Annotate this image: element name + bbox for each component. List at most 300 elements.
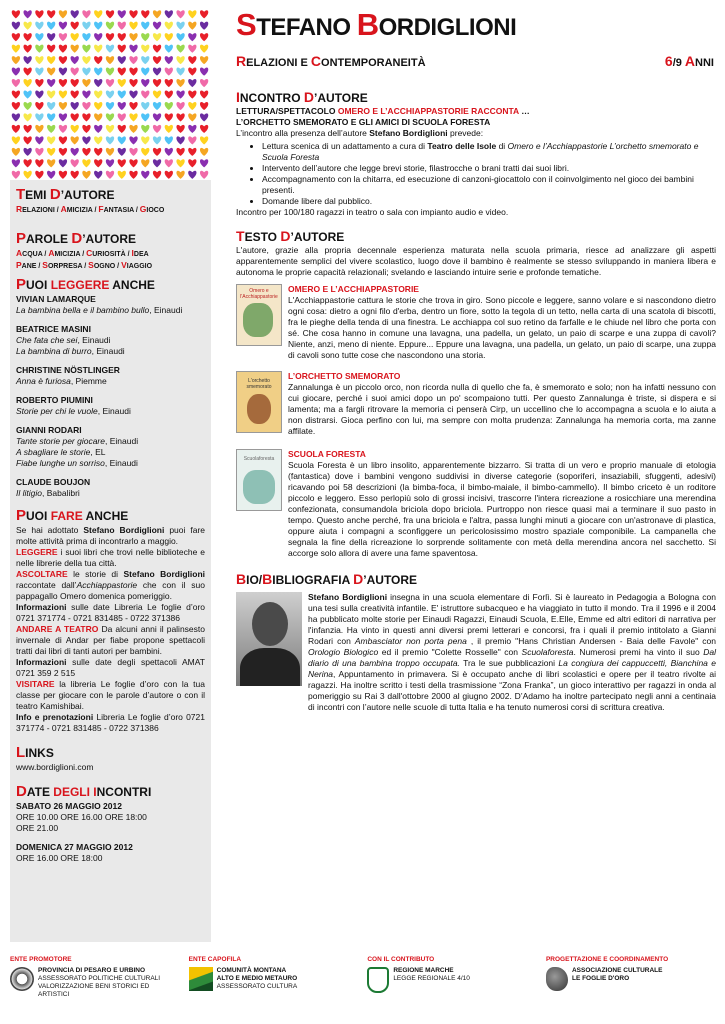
word-rest: IAGGIO bbox=[126, 263, 153, 270]
heart-shape bbox=[118, 22, 126, 30]
heart-shape bbox=[141, 102, 149, 110]
heart-shape bbox=[71, 136, 79, 144]
heart-shape bbox=[176, 56, 184, 64]
heart-shape bbox=[82, 125, 90, 133]
bio-text: Stefano Bordiglioni insegna in una scuola elementare di Forlì. Si è laureato in Pedagogia a Bologna con una tesi sulla creatività infantile. E' istruttore subacqueo e ha viaggiato in tutto il mondo. Tra il 1996 e il 2004 ha pubblicato molte storie per Einaudi Ragazzi, Einaudi Scuola, E.Elle, Emme ed altri editori di narrativa per l'infanzia. Ha vinto in questi anni diversi premi letterari e concorsi, fra i quali il premio intitolato a Gianni Rodari con Ambasciator non porta pena , il premio "Hans Christian Andersen - Baia delle Favole" con Orologio Biologico ed il premio "Colette Rosselle" con Scuolaforesta. Numerosi premi ha vinto il suo Dal diario di una bambina troppo occupata. Tra le sue pubblicazioni La congiura dei cappuccetti, Bianchina e Nerina, Appuntamento in primavera. Si è occupato anche di libri scolastici e opere per il teatro rivolte ai ragazzi. Ha inoltre scritto i testi della trasmissione “Zona Franka”, un gioco interattivo per ragazzi in onda al pomeriggio su Rai 3 dall'ottobre 2000 al giugno 2002. D’Adamo ha inoltre partecipato negli anni a centinaia di incontri con l’autore nelle scuole di tutta Italia e ha tenuto numerosi corsi di scrittura creativa. bbox=[308, 592, 717, 712]
heart-shape bbox=[176, 159, 184, 167]
fare-paragraph: VISITARE la libreria Le foglie d’oro con la tua classe per giocare con le parole d’autore o con il teatro Kamishibai. bbox=[16, 679, 205, 711]
heart-shape bbox=[141, 79, 149, 87]
heart-shape bbox=[12, 171, 20, 179]
heart-shape bbox=[153, 56, 161, 64]
heart-shape bbox=[141, 148, 149, 156]
bio-heading: BIO/BIBLIOGRAFIA D’AUTORE bbox=[236, 571, 418, 587]
heart-shape bbox=[118, 102, 126, 110]
fare-text bbox=[16, 525, 205, 734]
heart-shape bbox=[23, 148, 31, 156]
heart-shape bbox=[94, 102, 102, 110]
heart-shape bbox=[176, 102, 184, 110]
heart-shape bbox=[141, 68, 149, 76]
region-crest-icon bbox=[367, 967, 389, 993]
heart-shape bbox=[200, 102, 208, 110]
website-link[interactable]: www.bordiglioni.com bbox=[16, 762, 94, 772]
heart-shape bbox=[176, 148, 184, 156]
heart-shape bbox=[82, 68, 90, 76]
heart-shape bbox=[153, 10, 161, 18]
fare-paragraph: LEGGERE i suoi libri che trovi nelle biblioteche e nelle librerie della tua città. bbox=[16, 547, 205, 568]
heart-shape bbox=[153, 68, 161, 76]
fare-paragraph: Informazioni sulle date degli spettacoli AMAT 0721 359 2 515 bbox=[16, 657, 205, 678]
leaves-logo-icon bbox=[546, 967, 568, 991]
date-block bbox=[16, 801, 205, 864]
heart-shape bbox=[129, 10, 137, 18]
heart-shape bbox=[153, 148, 161, 156]
heart-shape bbox=[188, 10, 196, 18]
authors-list bbox=[16, 294, 205, 499]
heart-shape bbox=[200, 45, 208, 53]
heart-shape bbox=[106, 171, 114, 179]
heart-shape bbox=[200, 33, 208, 41]
heart-shape bbox=[165, 10, 173, 18]
heart-shape bbox=[200, 56, 208, 64]
heart-shape bbox=[94, 136, 102, 144]
author-entry bbox=[16, 395, 205, 417]
heart-shape bbox=[165, 68, 173, 76]
heart-shape bbox=[141, 56, 149, 64]
word-rest: ELAZIONI / bbox=[22, 207, 61, 214]
heart-shape bbox=[106, 102, 114, 110]
heart-shape bbox=[129, 148, 137, 156]
heart-shape bbox=[188, 22, 196, 30]
heart-shape bbox=[141, 113, 149, 121]
heart-shape bbox=[23, 90, 31, 98]
author-name: ROBERTO PIUMINI bbox=[16, 395, 93, 405]
heart-shape bbox=[82, 113, 90, 121]
heart-shape bbox=[12, 136, 20, 144]
heart-shape bbox=[59, 22, 67, 30]
book-reference: Il litigio, Babalibri bbox=[16, 488, 80, 498]
heart-shape bbox=[188, 33, 196, 41]
heart-shape bbox=[176, 136, 184, 144]
heart-shape bbox=[118, 68, 126, 76]
fare-paragraph: Se hai adottato Stefano Bordiglioni puoi fare molte attività prima di incontrarlo a maggio. bbox=[16, 525, 206, 546]
heart-shape bbox=[94, 79, 102, 87]
author-name: CLAUDE BOUJON bbox=[16, 477, 91, 487]
heart-shape bbox=[153, 113, 161, 121]
heart-shape bbox=[23, 68, 31, 76]
heart-shape bbox=[106, 45, 114, 53]
heart-shape bbox=[82, 56, 90, 64]
heart-shape bbox=[188, 171, 196, 179]
heart-shape bbox=[47, 159, 55, 167]
author-entry bbox=[16, 477, 205, 499]
subtitle-row bbox=[236, 53, 714, 71]
heart-shape bbox=[188, 79, 196, 87]
heart-shape bbox=[12, 113, 20, 121]
heart-shape bbox=[129, 79, 137, 87]
event-date: SABATO 26 MAGGIO 2012 bbox=[16, 801, 122, 811]
word-rest: URIOSITÀ / bbox=[92, 251, 132, 258]
date-heading: DATE DEGLI INCONTRI bbox=[16, 783, 152, 800]
heart-shape bbox=[82, 33, 90, 41]
event-times: ORE 10.00 ORE 16.00 ORE 18:00 bbox=[16, 812, 147, 822]
heart-shape bbox=[200, 148, 208, 156]
heart-shape bbox=[200, 125, 208, 133]
heart-shape bbox=[59, 90, 67, 98]
heart-shape bbox=[165, 171, 173, 179]
heart-shape bbox=[106, 148, 114, 156]
heart-shape bbox=[141, 125, 149, 133]
incontro-list bbox=[236, 141, 716, 207]
mountain-logo-icon bbox=[189, 967, 213, 991]
author-name: VIVIAN LAMARQUE bbox=[16, 294, 96, 304]
heart-shape bbox=[176, 125, 184, 133]
book-description: L'Acchiappastorie cattura le storie che trova in giro. Sono piccole e leggere, sanno volare e si nascondono dietro ogni cosa: dietro a ogni filo d'erba, dentro un fiore, sotto la tegola di un tetto, nella carta di una scatola di biscotti, fra le pieghe della tenda di una finestra. Le acchiappa col suo retino da farfalle e le chiude nel libro che porta con sé. Che cosa hanno in comune una lavagna, una padella, un gelato, un paio di scarpe e una zuppa di cavoli? Niente, anzi, meno di niente. Eppure... Eppure una lavagna, una padella, un gelato, un paio di scarpe, una zuppa di cavoli sono tutte cose che nascondono una storia. bbox=[288, 295, 716, 360]
heart-shape bbox=[106, 159, 114, 167]
heart-shape bbox=[118, 159, 126, 167]
heart-shape bbox=[129, 171, 137, 179]
heart-shape bbox=[82, 90, 90, 98]
heart-shape bbox=[176, 68, 184, 76]
heart-shape bbox=[153, 22, 161, 30]
initial-letter: P bbox=[16, 260, 22, 270]
heart-shape bbox=[47, 79, 55, 87]
heart-shape bbox=[12, 159, 20, 167]
heart-shape bbox=[141, 10, 149, 18]
fare-paragraph: Info e prenotazioni Libreria Le foglie d’oro 0721 371774 - 0721 831485 - 0722 371386 bbox=[16, 712, 205, 733]
heart-shape bbox=[47, 56, 55, 64]
book-cover-omero: Omero e l'Acchiappastorie bbox=[236, 284, 282, 346]
heart-shape bbox=[188, 148, 196, 156]
heart-shape bbox=[176, 171, 184, 179]
heart-shape bbox=[35, 10, 43, 18]
heart-shape bbox=[165, 45, 173, 53]
heart-shape bbox=[188, 68, 196, 76]
heart-shape bbox=[129, 45, 137, 53]
heart-shape bbox=[118, 79, 126, 87]
author-photo bbox=[236, 592, 302, 686]
heart-shape bbox=[141, 33, 149, 41]
heart-shape bbox=[153, 79, 161, 87]
heart-shape bbox=[141, 90, 149, 98]
heart-shape bbox=[106, 125, 114, 133]
heart-shape bbox=[129, 90, 137, 98]
heart-shape bbox=[59, 56, 67, 64]
heart-shape bbox=[23, 45, 31, 53]
heart-shape bbox=[12, 22, 20, 30]
heart-shape bbox=[153, 136, 161, 144]
author-name: CHRISTINE NÖSTLINGER bbox=[16, 365, 120, 375]
links-heading: LINKS bbox=[16, 744, 54, 761]
heart-shape bbox=[82, 159, 90, 167]
heart-shape bbox=[12, 148, 20, 156]
heart-shape bbox=[106, 113, 114, 121]
heart-shape bbox=[200, 171, 208, 179]
book-title: OMERO E L’ACCHIAPPASTORIE bbox=[288, 284, 419, 294]
heart-shape bbox=[71, 102, 79, 110]
parole-row bbox=[16, 248, 205, 260]
heart-shape bbox=[23, 79, 31, 87]
main-column bbox=[236, 8, 716, 713]
book-description: Scuola Foresta è un libro insolito, apparentemente bizzarro. Si tratta di un vero e proprio manuale di etologia (fantastica) dove i bambini vengono suddivisi in diverse categorie (soporiferi, insaziabili, sfuggenti, adesivi) ricavando poi 58 descrizioni (la bimba-foca, il bimbo-maiale, il bimbo-cammello). Il bimbo criceto è un roditore piccolo e leggero. Esso perlopiù solo di grossi incisivi, trascorre l'intera ricreazione a rosicchiare una merendina confezionata, consumandola briciola dopo briciola. Purtroppo non riesce quasi mai a terminare il suo pasto in tempo. Questo anche perché, fra una briciola e l'altra, passa lunghi minuti a giocare con un'astronave di plastica, oppure aiuta i compagni a sconfiggere un pericolosissimo mostro spaziale componibile. La campanella che segnala la fine della ricreazione lo sorprende solitamente con metà della merendina ancora nel sacchetto. Si accorge solo allora di avere una fame spaventosa. bbox=[288, 460, 716, 558]
sponsor-promotore: ENTE PROMOTORE PROVINCIA DI PESARO E URBINO ASSESSORATO POLITICHE CULTURALI VALORIZZAZIONE BENI STORICI ED ARTISTICI bbox=[10, 956, 161, 998]
heart-shape bbox=[12, 125, 20, 133]
incontro-heading: INCONTRO D’AUTORE bbox=[236, 89, 368, 105]
event-times: ORE 21.00 bbox=[16, 823, 59, 833]
incontro-section bbox=[236, 89, 716, 218]
heart-shape bbox=[35, 171, 43, 179]
event-date: DOMENICA 27 MAGGIO 2012 bbox=[16, 842, 133, 852]
testo-section bbox=[236, 228, 716, 559]
heart-shape bbox=[23, 102, 31, 110]
parole-heading: PAROLE D’AUTORE bbox=[16, 230, 136, 247]
heart-shape bbox=[176, 113, 184, 121]
list-item: • Domande libere dal pubblico. bbox=[262, 196, 716, 207]
book-reference: La bambina bella e il bambino bullo, Einaudi bbox=[16, 305, 183, 315]
initial-letter: C bbox=[86, 248, 93, 258]
book-reference: Fiabe lunghe un sorriso, Einaudi bbox=[16, 458, 138, 468]
heart-shape bbox=[165, 159, 173, 167]
page-title: STEFANO BORDIGLIONI bbox=[236, 7, 517, 42]
heart-shape bbox=[141, 136, 149, 144]
heart-shape bbox=[129, 113, 137, 121]
heart-shape bbox=[176, 22, 184, 30]
heart-shape bbox=[165, 56, 173, 64]
heart-shape bbox=[94, 113, 102, 121]
heart-shape bbox=[71, 159, 79, 167]
incontro-line2: L’ORCHETTO SMEMORATO E GLI AMICI DI SCUOLA FORESTA bbox=[236, 117, 491, 127]
heart-shape bbox=[35, 79, 43, 87]
heart-shape bbox=[94, 45, 102, 53]
heart-shape bbox=[94, 56, 102, 64]
heart-shape bbox=[129, 56, 137, 64]
heart-shape bbox=[59, 159, 67, 167]
heart-shape bbox=[188, 159, 196, 167]
heart-shape bbox=[200, 113, 208, 121]
heart-shape bbox=[23, 56, 31, 64]
incontro-intro: L’incontro alla presenza dell’autore Stefano Bordiglioni prevede: bbox=[236, 128, 484, 138]
heart-shape bbox=[106, 33, 114, 41]
heart-shape bbox=[82, 102, 90, 110]
heart-shape bbox=[59, 10, 67, 18]
heart-shape bbox=[94, 171, 102, 179]
list-item: • Lettura scenica di un adattamento a cura di Teatro delle Isole di Omero e l’Acchiappastorie L’orchetto smemorato e Scuola Foresta bbox=[262, 141, 716, 163]
book-reference: Tante storie per giocare, Einaudi bbox=[16, 436, 139, 446]
initial-letter: R bbox=[16, 204, 23, 214]
heart-shape bbox=[71, 68, 79, 76]
heart-shape bbox=[129, 33, 137, 41]
book-description: Zannalunga è un piccolo orco, non ricorda nulla di quello che fa, è smemorato e solo; non ha infatti nessuno con cui giocare, perché i suoi amici dopo un po' scompaiono tutti. Per questo Zannalunga è triste, si dispera e si lamenta; ma a fargli ritrovare la memoria ci penserà Cirp, un uccellino che lo accompagna a scuola e lo aiuta a non distrarsi. Gioca perfino con lui, ma sempre con molta prudenza: Zannalunga ha memoria corta, ma zanne affilate. bbox=[288, 382, 716, 436]
bio-section bbox=[236, 571, 716, 713]
author-entry bbox=[16, 294, 205, 316]
heart-shape bbox=[59, 136, 67, 144]
age-range: 6/9 ANNI bbox=[664, 53, 714, 69]
word-rest: MICIZIA / bbox=[54, 251, 87, 258]
heart-shape bbox=[71, 33, 79, 41]
heart-shape bbox=[118, 90, 126, 98]
heart-shape bbox=[106, 10, 114, 18]
heart-shape bbox=[23, 22, 31, 30]
heart-shape bbox=[118, 45, 126, 53]
heart-shape bbox=[153, 33, 161, 41]
heart-shape bbox=[153, 159, 161, 167]
heart-shape bbox=[35, 148, 43, 156]
heart-shape bbox=[82, 171, 90, 179]
heart-shape bbox=[165, 90, 173, 98]
sponsor-coordinamento: PROGETTAZIONE E COORDINAMENTO ASSOCIAZIONE CULTURALE LE FOGLIE D'ORO bbox=[546, 955, 716, 1015]
heart-shape bbox=[71, 125, 79, 133]
heart-shape bbox=[71, 113, 79, 121]
word-rest: IOCO bbox=[146, 207, 165, 214]
heart-shape bbox=[35, 136, 43, 144]
heart-shape bbox=[82, 136, 90, 144]
list-item: • Accompagnamento con la chitarra, ed esecuzione di canzoni-giocattolo con il coinvolgimento nel gioco dei bambini presenti. bbox=[262, 174, 716, 196]
heart-shape bbox=[47, 10, 55, 18]
heart-shape bbox=[129, 136, 137, 144]
heart-shape bbox=[47, 113, 55, 121]
word-rest: CQUA / bbox=[22, 251, 49, 258]
heart-shape bbox=[23, 33, 31, 41]
heart-shape bbox=[59, 79, 67, 87]
initial-letter: A bbox=[48, 248, 55, 258]
leggere-heading: PUOI LEGGERE ANCHE bbox=[16, 276, 155, 293]
heart-shape bbox=[47, 125, 55, 133]
heart-shape bbox=[165, 79, 173, 87]
heart-shape bbox=[82, 45, 90, 53]
heart-shape bbox=[176, 45, 184, 53]
heart-shape bbox=[129, 125, 137, 133]
word-rest: MICIZIA / bbox=[66, 207, 99, 214]
heart-shape bbox=[71, 171, 79, 179]
sponsor-capofila: ENTE CAPOFILA COMUNITÀ MONTANA ALTO E MEDIO METAURO ASSESSORATO CULTURA bbox=[188, 956, 298, 990]
heart-shape bbox=[188, 136, 196, 144]
heart-shape bbox=[165, 113, 173, 121]
word-rest: ANE / bbox=[21, 263, 43, 270]
heart-shape bbox=[23, 171, 31, 179]
heart-shape bbox=[59, 45, 67, 53]
heart-shape bbox=[106, 90, 114, 98]
heart-shape bbox=[23, 125, 31, 133]
heart-shape bbox=[106, 136, 114, 144]
heart-shape bbox=[71, 56, 79, 64]
heart-shape bbox=[59, 171, 67, 179]
heart-shape bbox=[141, 22, 149, 30]
word-rest: DEA bbox=[133, 251, 149, 258]
heart-shape bbox=[47, 33, 55, 41]
heart-shape bbox=[176, 90, 184, 98]
heart-shape bbox=[59, 113, 67, 121]
heart-shape bbox=[165, 102, 173, 110]
heart-shape bbox=[47, 22, 55, 30]
book-reference: Storie per chi le vuole, Einaudi bbox=[16, 406, 131, 416]
heart-shape bbox=[94, 10, 102, 18]
heart-shape bbox=[94, 148, 102, 156]
heart-shape bbox=[59, 125, 67, 133]
heart-shape bbox=[153, 125, 161, 133]
heart-shape bbox=[59, 148, 67, 156]
heart-shape bbox=[129, 159, 137, 167]
heart-shape bbox=[82, 10, 90, 18]
heart-shape bbox=[82, 148, 90, 156]
heart-shape bbox=[94, 90, 102, 98]
heart-shape bbox=[71, 148, 79, 156]
testo-heading: TESTO D’AUTORE bbox=[236, 228, 345, 244]
initial-letter: F bbox=[98, 204, 104, 214]
temi-list bbox=[16, 204, 205, 216]
initial-letter: S bbox=[42, 260, 48, 270]
author-entry bbox=[16, 324, 205, 357]
heart-shape bbox=[71, 79, 79, 87]
heart-shape bbox=[200, 22, 208, 30]
heart-shape bbox=[165, 33, 173, 41]
heart-shape bbox=[82, 22, 90, 30]
initial-letter: S bbox=[88, 260, 94, 270]
heart-shape bbox=[12, 79, 20, 87]
author-name: BEATRICE MASINI bbox=[16, 324, 91, 334]
initial-letter: I bbox=[131, 248, 134, 258]
book-scuola-foresta bbox=[236, 449, 716, 559]
heart-shape bbox=[47, 148, 55, 156]
heart-shape bbox=[153, 171, 161, 179]
heart-shape bbox=[94, 159, 102, 167]
fare-paragraph: ASCOLTARE le storie di Stefano Bordiglioni raccontate dall’Acchiappastorie che con il suo pappagallo Omero domenica pomeriggio. bbox=[16, 569, 205, 601]
heart-shape bbox=[35, 90, 43, 98]
heart-mosaic-logo bbox=[10, 8, 210, 180]
fare-heading: PUOI FARE ANCHE bbox=[16, 507, 129, 524]
heart-shape bbox=[12, 90, 20, 98]
heart-shape bbox=[23, 10, 31, 18]
heart-shape bbox=[71, 22, 79, 30]
heart-shape bbox=[141, 45, 149, 53]
heart-shape bbox=[47, 171, 55, 179]
province-crest-icon bbox=[10, 967, 34, 991]
heart-shape bbox=[82, 79, 90, 87]
heart-shape bbox=[176, 79, 184, 87]
heart-shape bbox=[153, 90, 161, 98]
fare-paragraph: ANDARE A TEATRO Da alcuni anni il palinsesto invernale di Andar per fiabe propone spettacoli tratti dai libri di tanti autori per bambini. bbox=[16, 624, 205, 656]
heart-shape bbox=[118, 171, 126, 179]
heart-shape bbox=[35, 113, 43, 121]
heart-shape bbox=[141, 159, 149, 167]
heart-shape bbox=[188, 113, 196, 121]
heart-shape bbox=[71, 45, 79, 53]
heart-shape bbox=[118, 125, 126, 133]
heart-shape bbox=[35, 159, 43, 167]
book-reference: Che fata che sei, Einaudi bbox=[16, 335, 111, 345]
incontro-line1: LETTURA/SPETTACOLO OMERO E L’ACCHIAPPASTORIE RACCONTA … bbox=[236, 106, 530, 116]
book-omero bbox=[236, 284, 716, 361]
heart-shape bbox=[47, 45, 55, 53]
heart-shape bbox=[200, 10, 208, 18]
initial-letter: G bbox=[139, 204, 147, 214]
heart-shape bbox=[12, 68, 20, 76]
heart-shape bbox=[59, 68, 67, 76]
fare-paragraph: Informazioni sulle date Libreria Le foglie d’oro 0721 371774 - 0721 831485 - 0722 371386 bbox=[16, 602, 205, 623]
heart-shape bbox=[188, 90, 196, 98]
heart-shape bbox=[106, 68, 114, 76]
heart-shape bbox=[165, 148, 173, 156]
initial-letter: V bbox=[121, 260, 127, 270]
initial-letter: A bbox=[16, 248, 23, 258]
heart-shape bbox=[23, 136, 31, 144]
heart-shape bbox=[165, 125, 173, 133]
book-title: SCUOLA FORESTA bbox=[288, 449, 366, 459]
heart-shape bbox=[12, 10, 20, 18]
heart-shape bbox=[94, 68, 102, 76]
word-rest: ANTASIA / bbox=[103, 207, 140, 214]
subtitle: RELAZIONI E CONTEMPORANEITÀ bbox=[236, 53, 426, 69]
heart-shape bbox=[129, 68, 137, 76]
incontro-footer: Incontro per 100/180 ragazzi in teatro o sala con impianto audio e video. bbox=[236, 207, 509, 217]
